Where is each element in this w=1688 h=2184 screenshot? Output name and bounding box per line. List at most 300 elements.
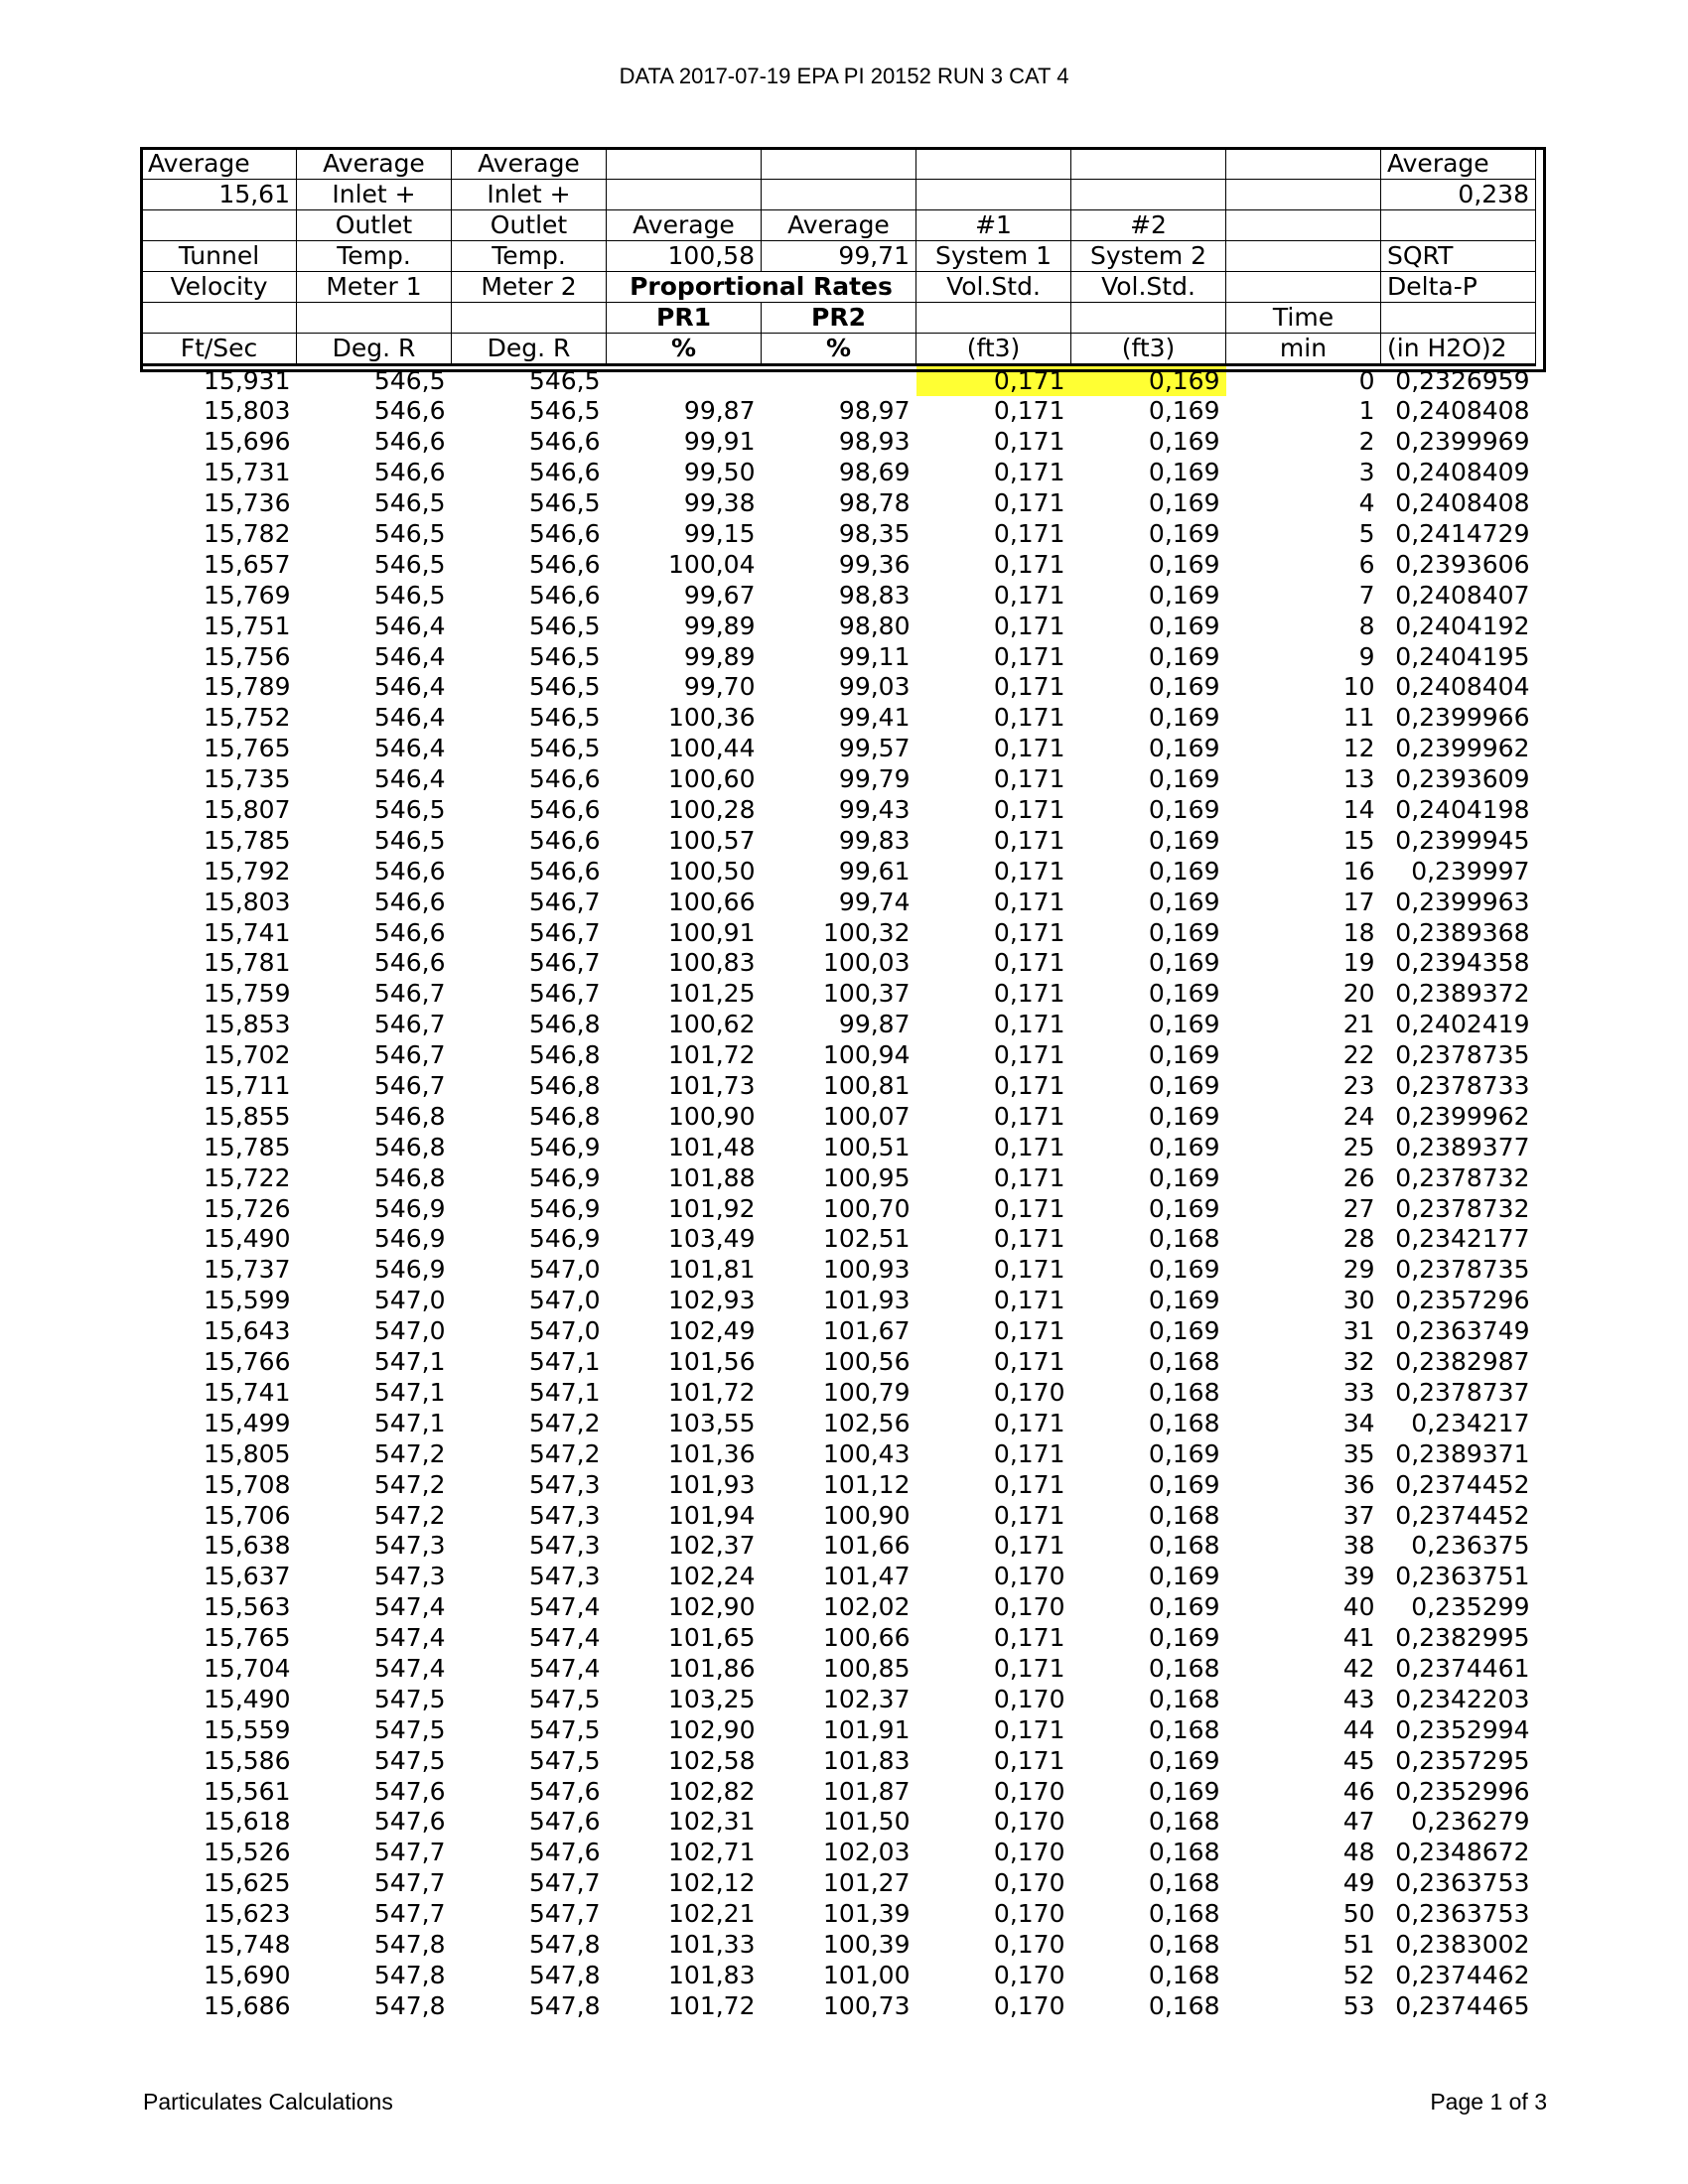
table-cell: 547,6 xyxy=(528,1776,601,1806)
table-cell: 100,66 xyxy=(668,887,756,916)
table-cell: 0,168 xyxy=(1148,1960,1220,1989)
table-cell: 0,170 xyxy=(993,1929,1065,1959)
table-cell: 99,83 xyxy=(838,825,911,855)
table-cell: 0,171 xyxy=(993,1316,1065,1346)
table-cell: 0,169 xyxy=(1148,458,1220,487)
table-cell: 15,623 xyxy=(204,1899,291,1929)
table-cell: 546,9 xyxy=(528,1132,601,1161)
table-cell: 100,28 xyxy=(668,795,756,825)
table-cell: 0,170 xyxy=(993,1592,1065,1622)
table-cell: 37 xyxy=(1342,1500,1375,1530)
table-cell: 546,9 xyxy=(528,1193,601,1223)
table-cell: 546,7 xyxy=(528,917,601,947)
table-cell: 0,169 xyxy=(1148,488,1220,518)
table-cell: 546,9 xyxy=(373,1255,446,1285)
table-cell: 15,931 xyxy=(204,366,291,395)
table-row xyxy=(142,1500,1536,1531)
table-cell: 29 xyxy=(1342,1255,1375,1285)
table-cell: 0,2378737 xyxy=(1395,1377,1530,1407)
table-cell: 546,6 xyxy=(528,458,601,487)
table-cell: 46 xyxy=(1342,1776,1375,1806)
table-cell: 547,2 xyxy=(373,1438,446,1468)
table-cell: 547,6 xyxy=(528,1807,601,1837)
table-cell: 546,8 xyxy=(528,1101,601,1131)
header-cell: Deg. R xyxy=(452,334,607,365)
table-cell: 34 xyxy=(1342,1408,1375,1437)
table-cell: 0,168 xyxy=(1148,1347,1220,1377)
table-cell: 99,38 xyxy=(683,488,756,518)
table-cell: 0,171 xyxy=(993,795,1065,825)
table-cell: 49 xyxy=(1342,1868,1375,1898)
table-cell: 0,169 xyxy=(1148,641,1220,671)
table-cell: 546,6 xyxy=(373,856,446,886)
table-cell: 0,169 xyxy=(1148,427,1220,457)
table-cell: 100,04 xyxy=(668,549,756,579)
table-cell: 99,70 xyxy=(683,672,756,702)
table-cell: 100,83 xyxy=(668,948,756,978)
table-cell: 547,6 xyxy=(373,1776,446,1806)
table-cell xyxy=(762,365,916,397)
table-cell: 12 xyxy=(1342,734,1375,763)
table-cell: 15 xyxy=(1342,825,1375,855)
table-cell: 102,21 xyxy=(668,1899,756,1929)
table-cell: 101,67 xyxy=(823,1316,911,1346)
table-cell: 546,4 xyxy=(373,611,446,640)
table-cell: 15,756 xyxy=(204,641,291,671)
table-cell: 15,722 xyxy=(204,1162,291,1192)
table-cell: 101,93 xyxy=(823,1286,911,1315)
table-cell: 101,50 xyxy=(823,1807,911,1837)
table-row xyxy=(142,1010,1536,1040)
table-cell: 0,2382987 xyxy=(1395,1347,1530,1377)
table-row xyxy=(142,856,1536,887)
table-cell: 100,66 xyxy=(823,1623,911,1653)
header-cell xyxy=(1226,272,1381,303)
table-cell: 0,171 xyxy=(993,1193,1065,1223)
table-cell: 99,89 xyxy=(683,611,756,640)
table-row xyxy=(142,1071,1536,1102)
header-cell: 15,61 xyxy=(142,180,297,210)
table-cell: 15,736 xyxy=(204,488,291,518)
table-cell: 0,2399969 xyxy=(1395,427,1530,457)
table-cell: 547,1 xyxy=(373,1347,446,1377)
table-cell: 15,490 xyxy=(204,1224,291,1254)
table-cell: 101,83 xyxy=(668,1960,756,1989)
table-cell: 0,169 xyxy=(1148,611,1220,640)
table-cell: 99,15 xyxy=(683,519,756,548)
table-cell: 15,785 xyxy=(204,825,291,855)
table-row xyxy=(142,764,1536,795)
table-cell: 100,85 xyxy=(823,1653,911,1683)
table-cell: 547,1 xyxy=(373,1377,446,1407)
table-cell: 0,171 xyxy=(916,365,1071,397)
header-cell: 100,58 xyxy=(607,241,762,272)
table-cell: 0,171 xyxy=(993,488,1065,518)
table-cell: 0,171 xyxy=(993,1040,1065,1070)
table-cell: 21 xyxy=(1342,1010,1375,1039)
table-cell: 546,5 xyxy=(373,580,446,610)
table-cell: 0,171 xyxy=(993,1286,1065,1315)
table-cell: 0,169 xyxy=(1148,396,1220,426)
table-cell: 0,2342203 xyxy=(1395,1684,1530,1713)
table-cell: 547,2 xyxy=(528,1438,601,1468)
table-cell: 15,855 xyxy=(204,1101,291,1131)
table-cell: 15,741 xyxy=(204,917,291,947)
table-cell: 546,7 xyxy=(373,1040,446,1070)
table-row xyxy=(142,1347,1536,1378)
table-cell: 15,726 xyxy=(204,1193,291,1223)
table-cell: 0,170 xyxy=(993,1960,1065,1989)
table-cell: 103,25 xyxy=(668,1684,756,1713)
table-row xyxy=(142,611,1536,641)
table-cell: 102,90 xyxy=(668,1714,756,1744)
table-cell: 0,168 xyxy=(1148,1224,1220,1254)
table-cell: 0,169 xyxy=(1148,1745,1220,1775)
table-cell: 101,39 xyxy=(823,1899,911,1929)
table-cell: 100,50 xyxy=(668,856,756,886)
table-cell: 35 xyxy=(1342,1438,1375,1468)
header-cell xyxy=(762,149,916,180)
table-cell: 547,5 xyxy=(528,1745,601,1775)
table-cell: 101,72 xyxy=(668,1377,756,1407)
table-cell: 0,171 xyxy=(993,1438,1065,1468)
table-cell: 0,2363753 xyxy=(1395,1868,1530,1898)
table-cell: 101,65 xyxy=(668,1623,756,1653)
header-cell: Time xyxy=(1226,303,1381,334)
header-cell: Average xyxy=(452,149,607,180)
table-row xyxy=(142,1101,1536,1132)
table-cell: 0,168 xyxy=(1148,1500,1220,1530)
table-cell: 101,36 xyxy=(668,1438,756,1468)
table-cell: 0,169 xyxy=(1148,1193,1220,1223)
table-cell: 36 xyxy=(1342,1469,1375,1499)
table-cell: 546,5 xyxy=(528,396,601,426)
table-cell: 100,95 xyxy=(823,1162,911,1192)
header-cell: Average xyxy=(1381,149,1536,180)
table-cell: 9 xyxy=(1358,641,1375,671)
table-cell: 0,2389368 xyxy=(1395,917,1530,947)
table-row xyxy=(142,1162,1536,1193)
header-cell: Vol.Std. xyxy=(916,272,1071,303)
table-cell: 15,731 xyxy=(204,458,291,487)
table-cell: 546,5 xyxy=(528,734,601,763)
table-cell: 15,766 xyxy=(204,1347,291,1377)
page-title: DATA 2017-07-19 EPA PI 20152 RUN 3 CAT 4 xyxy=(619,64,1069,88)
table-cell: 100,51 xyxy=(823,1132,911,1161)
table-cell: 0,171 xyxy=(993,1071,1065,1101)
table-cell: 28 xyxy=(1342,1224,1375,1254)
table-row xyxy=(142,979,1536,1010)
table-cell: 6 xyxy=(1358,549,1375,579)
table-cell: 15,803 xyxy=(204,887,291,916)
table-cell: 15,490 xyxy=(204,1684,291,1713)
table-row xyxy=(142,549,1536,580)
table-cell: 15,769 xyxy=(204,580,291,610)
table-cell: 15,751 xyxy=(204,611,291,640)
table-cell: 0,2378732 xyxy=(1395,1162,1530,1192)
table-cell: 101,66 xyxy=(823,1531,911,1561)
table-cell: 15,748 xyxy=(204,1929,291,1959)
table-cell: 547,6 xyxy=(373,1807,446,1837)
table-cell: 15,782 xyxy=(204,519,291,548)
table-cell: 25 xyxy=(1342,1132,1375,1161)
table-cell: 0,2374461 xyxy=(1395,1653,1530,1683)
table-cell: 0,169 xyxy=(1148,856,1220,886)
table-cell: 101,73 xyxy=(668,1071,756,1101)
table-cell: 0,2408404 xyxy=(1395,672,1530,702)
header-cell: Deg. R xyxy=(297,334,452,365)
table-cell: 0,2408408 xyxy=(1395,488,1530,518)
table-cell: 0,171 xyxy=(993,764,1065,794)
table-row xyxy=(142,1745,1536,1776)
table-cell: 102,90 xyxy=(668,1592,756,1622)
table-cell: 546,5 xyxy=(528,366,601,395)
table-cell: 23 xyxy=(1342,1071,1375,1101)
header-cell: Outlet xyxy=(452,210,607,241)
table-cell: 99,50 xyxy=(683,458,756,487)
table-cell: 546,5 xyxy=(373,795,446,825)
table-cell: 15,805 xyxy=(204,1438,291,1468)
table-cell: 0,169 xyxy=(1148,1776,1220,1806)
table-cell: 98,93 xyxy=(838,427,911,457)
table-cell: 0,2404195 xyxy=(1395,641,1530,671)
table-cell: 102,12 xyxy=(668,1868,756,1898)
table-row xyxy=(142,1930,1536,1961)
header-row xyxy=(142,149,1536,180)
table-cell: 0,171 xyxy=(993,825,1065,855)
table-cell: 0,170 xyxy=(993,1562,1065,1591)
table-cell: 546,6 xyxy=(373,917,446,947)
table-cell: 99,67 xyxy=(683,580,756,610)
table-cell: 0,168 xyxy=(1148,1868,1220,1898)
table-cell: 101,12 xyxy=(823,1469,911,1499)
table-cell: 99,43 xyxy=(838,795,911,825)
header-cell xyxy=(1226,149,1381,180)
table-cell: 546,6 xyxy=(528,825,601,855)
table-cell: 13 xyxy=(1342,764,1375,794)
table-cell: 50 xyxy=(1342,1899,1375,1929)
table-cell: 547,0 xyxy=(373,1316,446,1346)
table-cell: 0,168 xyxy=(1148,1684,1220,1713)
table-cell: 0,2357295 xyxy=(1395,1745,1530,1775)
table-cell: 44 xyxy=(1342,1714,1375,1744)
table-cell: 15,696 xyxy=(204,427,291,457)
table-cell: 100,32 xyxy=(823,917,911,947)
table-cell: 0,2357296 xyxy=(1395,1286,1530,1315)
table-cell: 15,785 xyxy=(204,1132,291,1161)
table-cell: 0,169 xyxy=(1148,1101,1220,1131)
table-cell: 0,169 xyxy=(1148,1132,1220,1161)
table-cell: 98,69 xyxy=(838,458,911,487)
table-cell: 0,2408407 xyxy=(1395,580,1530,610)
table-cell: 100,07 xyxy=(823,1101,911,1131)
table-cell: 100,44 xyxy=(668,734,756,763)
table-cell: 0,2404198 xyxy=(1395,795,1530,825)
table-cell: 0,171 xyxy=(993,1162,1065,1192)
table-cell: 101,48 xyxy=(668,1132,756,1161)
table-cell: 100,36 xyxy=(668,703,756,733)
table-cell: 547,1 xyxy=(373,1408,446,1437)
table-cell: 15,752 xyxy=(204,703,291,733)
table-cell: 15,657 xyxy=(204,549,291,579)
table-cell: 547,3 xyxy=(373,1531,446,1561)
table-cell: 547,5 xyxy=(528,1714,601,1744)
table-cell: 0,2394358 xyxy=(1395,948,1530,978)
table-cell: 0,169 xyxy=(1148,672,1220,702)
table-cell: 0,236279 xyxy=(1411,1807,1530,1837)
table-cell: 0,171 xyxy=(993,1132,1065,1161)
table-cell: 547,8 xyxy=(373,1960,446,1989)
header-cell: Inlet + xyxy=(452,180,607,210)
table-row xyxy=(142,1255,1536,1286)
table-cell: 15,781 xyxy=(204,948,291,978)
table-cell: 0,2326959 xyxy=(1395,366,1530,395)
table-row xyxy=(142,1654,1536,1685)
table-cell: 100,73 xyxy=(823,1990,911,2020)
table-cell: 5 xyxy=(1358,519,1375,548)
table-cell: 0,169 xyxy=(1148,519,1220,548)
table-cell: 546,5 xyxy=(528,488,601,518)
table-cell: 100,56 xyxy=(823,1347,911,1377)
table-cell: 99,87 xyxy=(683,396,756,426)
table-cell: 102,71 xyxy=(668,1838,756,1867)
table-cell: 0,171 xyxy=(993,1714,1065,1744)
table-cell: 101,47 xyxy=(823,1562,911,1591)
table-cell: 15,586 xyxy=(204,1745,291,1775)
header-cell: (ft3) xyxy=(916,334,1071,365)
table-cell: 546,9 xyxy=(528,1224,601,1254)
table-cell: 99,89 xyxy=(683,641,756,671)
table-cell: 0,169 xyxy=(1148,1623,1220,1653)
header-cell xyxy=(1381,303,1536,334)
table-row xyxy=(142,1438,1536,1469)
table-cell: 546,7 xyxy=(373,1071,446,1101)
table-cell: 10 xyxy=(1342,672,1375,702)
table-cell: 546,7 xyxy=(528,887,601,916)
table-row xyxy=(142,1990,1536,2021)
table-row xyxy=(142,488,1536,519)
table-cell xyxy=(607,365,762,397)
table-cell: 0,171 xyxy=(993,734,1065,763)
table-cell: 0,2378732 xyxy=(1395,1193,1530,1223)
table-row xyxy=(142,1714,1536,1745)
table-cell: 19 xyxy=(1342,948,1375,978)
table-cell: 0,168 xyxy=(1148,1653,1220,1683)
table-cell: 0,169 xyxy=(1148,549,1220,579)
table-cell: 0,2393606 xyxy=(1395,549,1530,579)
table-row xyxy=(142,458,1536,488)
table-cell: 547,1 xyxy=(528,1347,601,1377)
table-cell: 0,239997 xyxy=(1411,856,1530,886)
table-cell: 546,5 xyxy=(373,519,446,548)
table-cell: 547,6 xyxy=(528,1838,601,1867)
header-cell: (ft3) xyxy=(1071,334,1226,365)
table-cell: 547,3 xyxy=(528,1500,601,1530)
table-cell: 0,169 xyxy=(1148,580,1220,610)
table-cell: 15,690 xyxy=(204,1960,291,1989)
table-cell: 101,72 xyxy=(668,1990,756,2020)
table-cell: 0,170 xyxy=(993,1990,1065,2020)
table-cell: 547,4 xyxy=(373,1623,446,1653)
table-cell: 546,4 xyxy=(373,734,446,763)
table-cell: 0,235299 xyxy=(1411,1592,1530,1622)
table-cell: 546,6 xyxy=(373,887,446,916)
table-cell: 0,2378733 xyxy=(1395,1071,1530,1101)
header-cell: Average xyxy=(762,210,916,241)
table-cell: 0,171 xyxy=(993,1653,1065,1683)
table-row xyxy=(142,519,1536,550)
table-cell: 101,72 xyxy=(668,1040,756,1070)
table-cell: 547,4 xyxy=(373,1592,446,1622)
header-cell: Delta-P xyxy=(1381,272,1536,303)
header-cell: Temp. xyxy=(297,241,452,272)
header-cell xyxy=(607,180,762,210)
table-cell: 100,62 xyxy=(668,1010,756,1039)
table-cell: 100,60 xyxy=(668,764,756,794)
table-cell: 547,0 xyxy=(528,1255,601,1285)
table-cell: 15,789 xyxy=(204,672,291,702)
table-cell: 0,171 xyxy=(993,549,1065,579)
table-cell: 546,6 xyxy=(373,396,446,426)
table-cell: 0,2374452 xyxy=(1395,1500,1530,1530)
table-cell: 547,2 xyxy=(373,1500,446,1530)
table-cell: 100,70 xyxy=(823,1193,911,1223)
table-cell: 30 xyxy=(1342,1286,1375,1315)
header-row xyxy=(142,334,1536,365)
table-cell: 0,2363753 xyxy=(1395,1899,1530,1929)
table-row xyxy=(142,1960,1536,1990)
table-cell: 547,7 xyxy=(528,1868,601,1898)
header-cell: Velocity xyxy=(142,272,297,303)
table-cell: 0,2348672 xyxy=(1395,1838,1530,1867)
table-cell: 0,168 xyxy=(1148,1899,1220,1929)
table-cell: 546,8 xyxy=(373,1101,446,1131)
table-cell: 102,03 xyxy=(823,1838,911,1867)
table-row xyxy=(142,825,1536,856)
header-row xyxy=(142,210,1536,241)
table-cell: 0 xyxy=(1358,366,1375,395)
table-cell: 15,599 xyxy=(204,1286,291,1315)
table-row xyxy=(142,1286,1536,1316)
header-cell: #2 xyxy=(1071,210,1226,241)
table-cell: 101,56 xyxy=(668,1347,756,1377)
table-cell: 15,765 xyxy=(204,734,291,763)
table-cell: 102,93 xyxy=(668,1286,756,1315)
header-cell: % xyxy=(762,334,916,365)
table-cell: 15,803 xyxy=(204,396,291,426)
table-cell: 0,168 xyxy=(1148,1929,1220,1959)
table-cell: 24 xyxy=(1342,1101,1375,1131)
header-cell xyxy=(297,303,452,334)
table-cell: 0,2382995 xyxy=(1395,1623,1530,1653)
table-cell: 0,168 xyxy=(1148,1408,1220,1437)
table-cell: 101,83 xyxy=(823,1745,911,1775)
table-cell: 0,171 xyxy=(993,396,1065,426)
table-cell: 546,5 xyxy=(373,488,446,518)
table-cell: 0,169 xyxy=(1148,1562,1220,1591)
header-cell: Meter 1 xyxy=(297,272,452,303)
table-cell: 0,171 xyxy=(993,1623,1065,1653)
table-cell: 0,236375 xyxy=(1411,1531,1530,1561)
table-cell: 547,0 xyxy=(528,1316,601,1346)
table-row xyxy=(142,948,1536,979)
table-cell: 547,1 xyxy=(528,1377,601,1407)
table-row xyxy=(142,1807,1536,1838)
table-cell: 0,171 xyxy=(993,1010,1065,1039)
table-row xyxy=(142,917,1536,948)
table-cell: 546,7 xyxy=(528,948,601,978)
table-cell: 0,2399945 xyxy=(1395,825,1530,855)
